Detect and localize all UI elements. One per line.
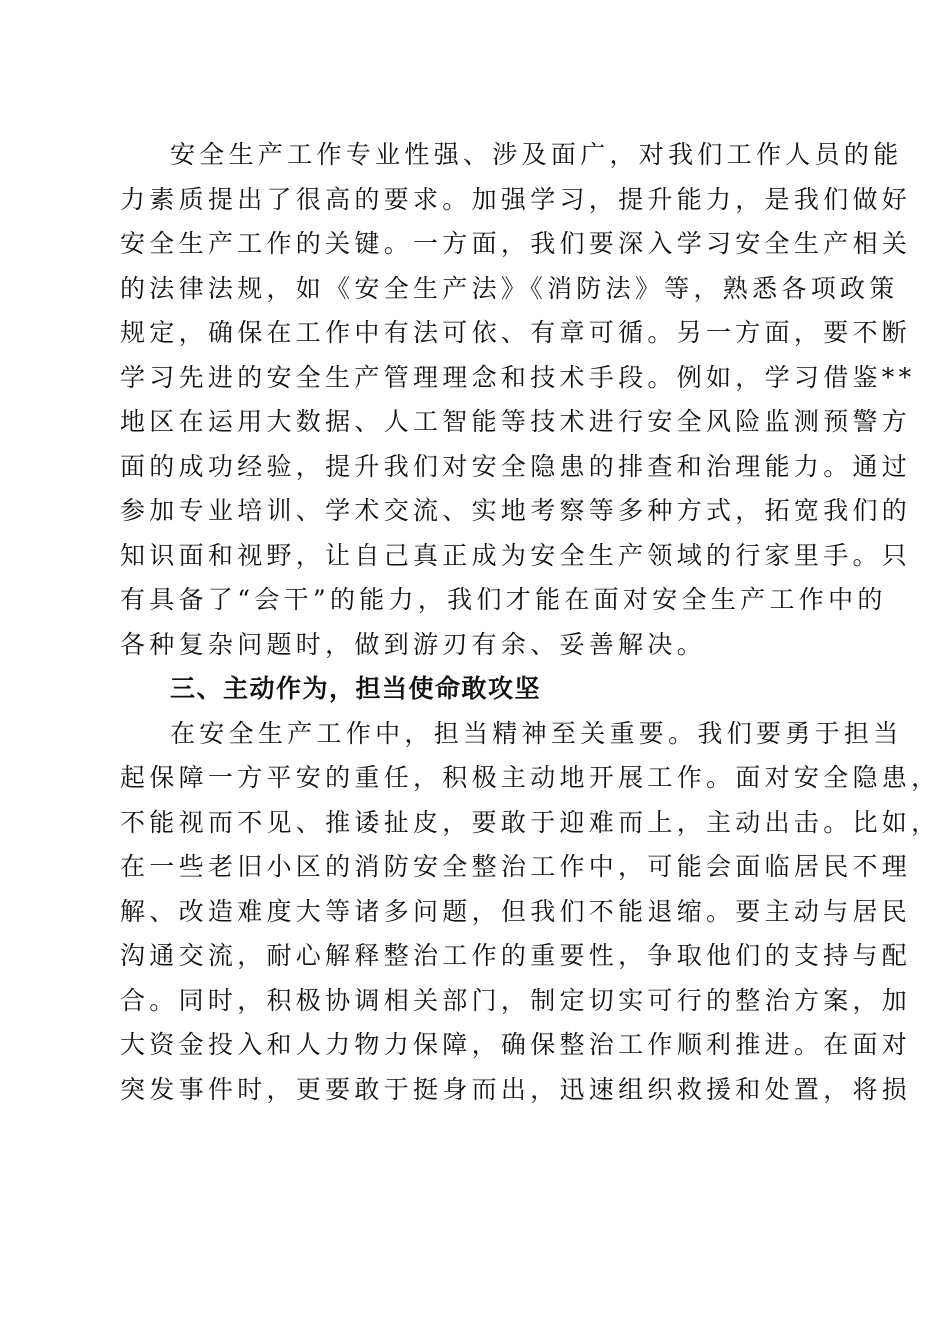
paragraph-line: 力素质提出了很高的要求。加强学习，提升能力，是我们做好 — [120, 184, 912, 214]
paragraph-line: 在一些老旧小区的消防安全整治工作中，可能会面临居民不理 — [120, 852, 912, 881]
paragraph-line: 的法律法规，如《安全生产法》《消防法》等，熟悉各项政策 — [120, 273, 899, 303]
document-body — [120, 133, 941, 1112]
paragraph-2 — [120, 712, 941, 1113]
paragraph-line: 地区在运用大数据、人工智能等技术进行安全风险监测预警方 — [120, 407, 912, 436]
paragraph-line: 面的成功经验，提升我们对安全隐患的排查和治理能力。通过 — [120, 451, 912, 481]
paragraph-line: 不能视而不见、推诿扯皮，要敢于迎难而上，主动出击。比如， — [120, 807, 941, 837]
paragraph-line: 大资金投入和人力物力保障，确保整治工作顺利推进。在面对 — [120, 1030, 912, 1059]
paragraph-line: 参加专业培训、学术交流、实地考察等多种方式，拓宽我们的 — [120, 496, 912, 525]
paragraph-line: 安全生产工作专业性强、涉及面广，对我们工作人员的能 — [170, 140, 903, 169]
paragraph-line: 在安全生产工作中，担当精神至关重要。我们要勇于担当 — [170, 718, 903, 748]
paragraph-line: 解、改造难度大等诸多问题，但我们不能退缩。要主动与居民 — [120, 896, 912, 926]
paragraph-line: 突发事件时，更要敢于挺身而出，迅速组织救援和处置，将损 — [120, 1074, 912, 1104]
paragraph-line: 起保障一方平安的重任，积极主动地开展工作。面对安全隐患， — [120, 763, 941, 792]
paragraph-1 — [120, 133, 916, 667]
paragraph-line: 安全生产工作的关键。一方面，我们要深入学习安全生产相关 — [120, 229, 912, 258]
paragraph-line: 各种复杂问题时，做到游刃有余、妥善解决。 — [120, 629, 707, 659]
section-heading: 三、主动作为，担当使命敢攻坚 — [170, 674, 542, 703]
paragraph-line: 有具备了“会干”的能力，我们才能在面对安全生产工作中的 — [120, 585, 887, 614]
paragraph-line: 规定，确保在工作中有法可依、有章可循。另一方面，要不断 — [120, 318, 912, 347]
paragraph-line: 知识面和视野，让自己真正成为安全生产领域的行家里手。只 — [120, 540, 912, 570]
paragraph-line: 合。同时，积极协调相关部门，制定切实可行的整治方案，加 — [120, 985, 912, 1015]
paragraph-line: 学习先进的安全生产管理理念和技术手段。例如，学习借鉴** — [120, 362, 916, 392]
paragraph-line: 沟通交流，耐心解释整治工作的重要性，争取他们的支持与配 — [120, 941, 912, 970]
